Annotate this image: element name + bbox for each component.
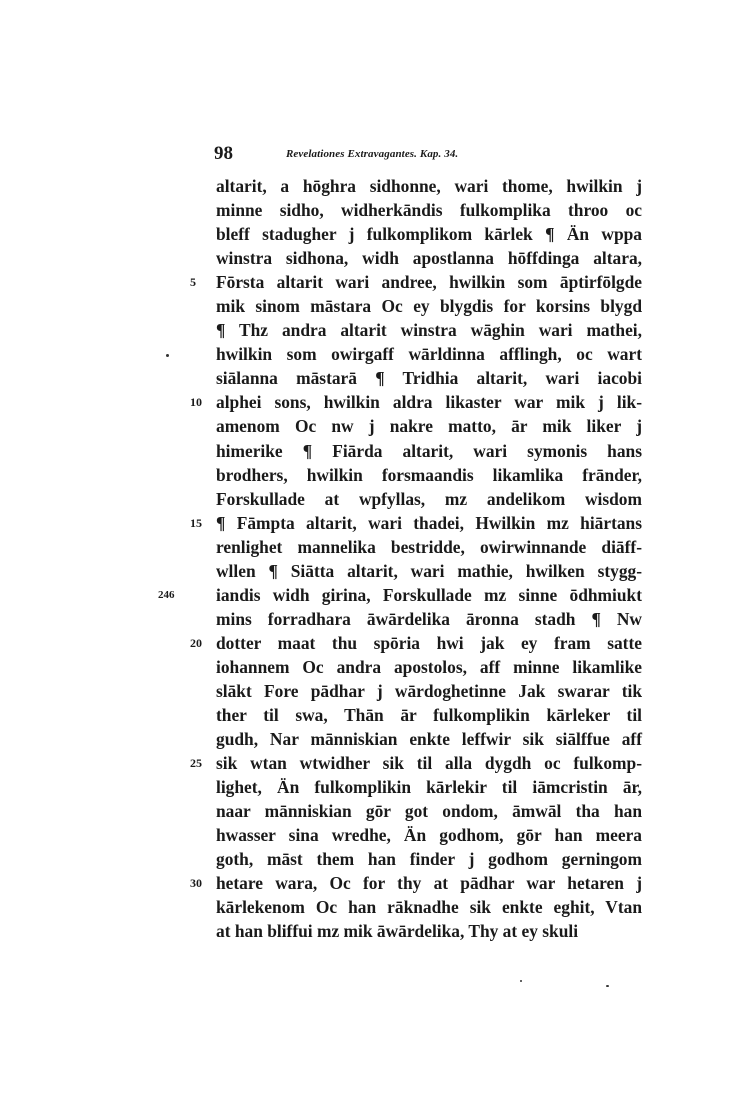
text-line	[216, 487, 642, 511]
text-line	[216, 222, 642, 246]
text-line	[216, 463, 642, 487]
text-line	[190, 270, 642, 294]
running-title: Revelationes Extravagantes. Kap. 34.	[286, 148, 459, 160]
text-line	[158, 583, 642, 607]
line-text: lighet, Än fulkomplikin kārlekir til iāmcristin ār,	[216, 777, 642, 798]
line-text: goth, māst them han finder j godhom gerningom	[216, 849, 642, 870]
page-number: 98	[214, 143, 233, 164]
text-line	[216, 895, 642, 919]
line-text: winstra sidhona, widh apostlanna hōffdinga altara,	[216, 248, 642, 269]
text-line	[216, 342, 642, 366]
line-text: ther til swa, Thān ār fulkomplikin kārleker til	[216, 705, 642, 726]
text-line	[216, 655, 642, 679]
text-line	[190, 631, 642, 655]
line-text: wllen ¶ Siātta altarit, wari mathie, hwilken stygg-	[216, 560, 642, 581]
line-text: iohannem Oc andra apostolos, aff minne likamlike	[216, 656, 642, 677]
line-text: himerike ¶ Fiārda altarit, wari symonis hans	[216, 440, 642, 461]
line-text: mik sinom māstara Oc ey blygdis for korsins blygd	[216, 296, 642, 317]
line-text: ¶ Thz andra altarit winstra wāghin wari mathei,	[216, 320, 642, 341]
line-text: Fōrsta altarit wari andree, hwilkin som āptirfōlgde	[216, 272, 642, 293]
line-text: Forskullade at wpfyllas, mz andelikom wisdom	[216, 488, 642, 509]
text-line	[216, 246, 642, 270]
line-text: naar mānniskian gōr got ondom, āmwāl tha han	[216, 801, 642, 822]
line-text: brodhers, hwilkin forsmaandis likamlika frānder,	[216, 464, 642, 485]
line-number: 10	[190, 395, 202, 410]
text-line	[216, 607, 642, 631]
line-text: bleff stadugher j fulkomplikom kārlek ¶ Än wppa	[216, 224, 642, 245]
line-text: at han bliffui mz mik āwārdelika, Thy at ey skuli	[216, 921, 579, 942]
body-text	[158, 174, 642, 944]
margin-reference-number: 246	[158, 588, 175, 601]
line-text: amenom Oc nw j nakre matto, ār mik liker j	[216, 416, 642, 437]
line-text: hetare wara, Oc for thy at pādhar war hetaren j	[216, 873, 642, 894]
line-number: 15	[190, 515, 202, 530]
line-text: gudh, Nar mānniskian enkte leffwir sik siālffue aff	[216, 729, 642, 750]
text-line	[216, 775, 642, 799]
line-text: ¶ Fāmpta altarit, wari thadei, Hwilkin mz hiārtans	[216, 512, 642, 533]
text-line	[216, 198, 642, 222]
text-line	[216, 823, 642, 847]
text-line	[216, 294, 642, 318]
text-line	[216, 174, 642, 198]
line-text: renlighet mannelika bestridde, owirwinnande diāff-	[216, 536, 642, 557]
text-line	[190, 511, 642, 535]
line-text: mins forradhara āwārdelika āronna stadh ¶ Nw	[216, 608, 642, 629]
text-line	[216, 847, 642, 871]
line-text: minne sidho, widherkāndis fulkomplika throo oc	[216, 200, 642, 221]
line-text: siālanna māstarā ¶ Tridhia altarit, wari iacobi	[216, 368, 642, 389]
line-text: iandis widh girina, Forskullade mz sinne ōdhmiukt	[216, 584, 642, 605]
line-number: 5	[190, 275, 196, 290]
text-line	[190, 751, 642, 775]
text-line	[216, 414, 642, 438]
text-line	[216, 559, 642, 583]
line-text: kārlekenom Oc han rāknadhe sik enkte eghit, Vtan	[216, 897, 642, 918]
line-text: hwilkin som owirgaff wārldinna afflingh, oc wart	[216, 344, 642, 365]
text-line	[216, 439, 642, 463]
text-line	[216, 919, 642, 943]
line-number: 25	[190, 756, 202, 771]
text-line	[216, 679, 642, 703]
text-line	[190, 871, 642, 895]
text-line	[216, 799, 642, 823]
text-line	[216, 366, 642, 390]
line-number: 30	[190, 876, 202, 891]
text-line	[216, 727, 642, 751]
line-text: slākt Fore pādhar j wārdoghetinne Jak swarar tik	[216, 680, 642, 701]
page-header	[214, 142, 634, 166]
line-text: altarit, a hōghra sidhonne, wari thome, hwilkin j	[216, 176, 642, 196]
text-line	[216, 703, 642, 727]
line-text: dotter maat thu spōria hwi jak ey fram satte	[216, 632, 642, 653]
line-text: sik wtan wtwidher sik til alla dygdh oc fulkomp-	[216, 753, 642, 774]
line-number: 20	[190, 635, 202, 650]
text-line	[190, 390, 642, 414]
text-line	[216, 318, 642, 342]
line-text: alphei sons, hwilkin aldra likaster war mik j lik-	[216, 392, 642, 413]
line-text: hwasser sina wredhe, Än godhom, gōr han meera	[216, 825, 642, 846]
text-line	[216, 535, 642, 559]
